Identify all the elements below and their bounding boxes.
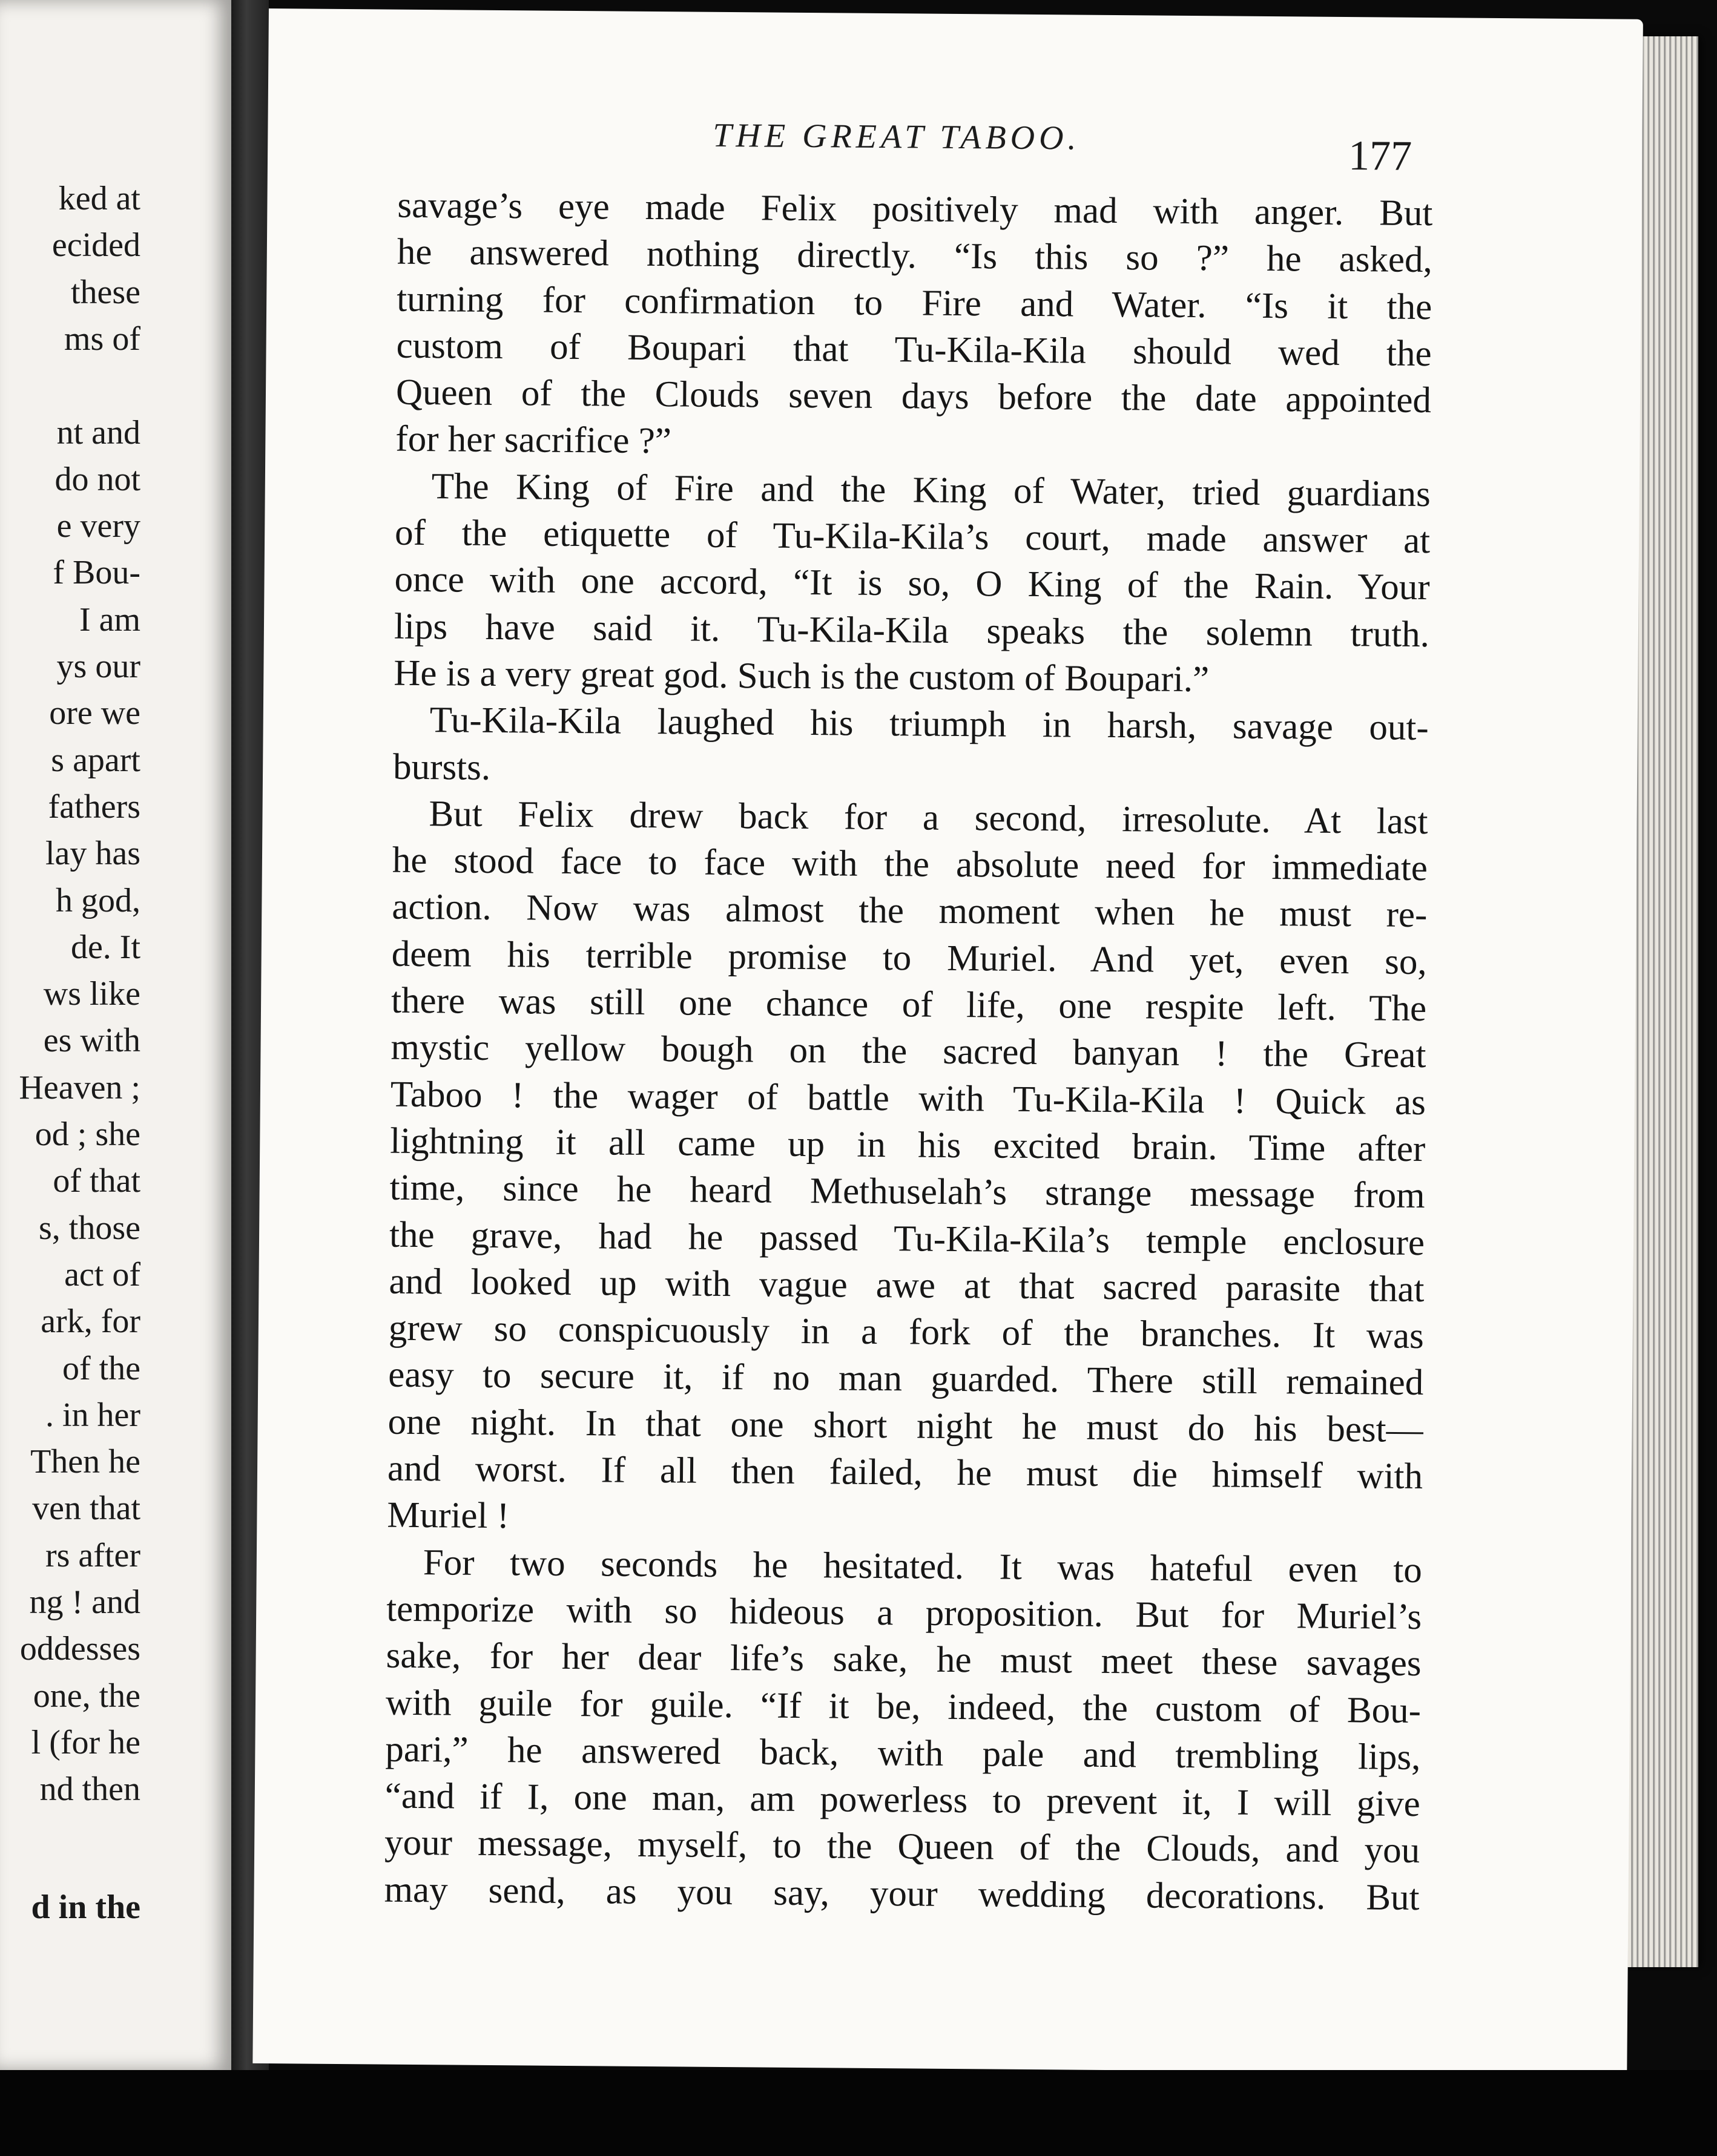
- facing-page-line: ys our: [56, 648, 140, 685]
- text-line: For two seconds he hesitated. It was hateful even to: [423, 1542, 1423, 1591]
- facing-page-line: ked at: [58, 180, 140, 217]
- facing-page-line: l (for he: [31, 1723, 140, 1761]
- text-line: savage’s eye made Felix positively mad with anger. But: [397, 185, 1433, 234]
- text-line: pari,” he answered back, with pale and trembling lips,: [385, 1729, 1421, 1778]
- facing-page-line: h god,: [56, 881, 140, 919]
- text-line: may send, as you say, your wedding decorations. But: [384, 1869, 1420, 1918]
- facing-page-line: ws like: [43, 975, 140, 1013]
- facing-page-line: od ; she: [35, 1116, 140, 1153]
- facing-page-line: . in her: [45, 1396, 140, 1434]
- facing-page-line: nt and: [56, 413, 140, 452]
- facing-page-line: fathers: [48, 787, 140, 826]
- facing-page-line: oddesses: [19, 1630, 140, 1668]
- text-line: lips have said it. Tu-Kila-Kila speaks the solemn truth.: [394, 606, 1430, 655]
- text-line: easy to secure it, if no man guarded. There still remained: [388, 1355, 1424, 1404]
- facing-page-line: of the: [62, 1349, 140, 1387]
- text-line: time, since he heard Methuselah’s strange message from: [389, 1167, 1425, 1217]
- page-header: [268, 105, 1643, 180]
- body-text: [384, 182, 1432, 1921]
- text-line: your message, myself, to the Queen of the Clouds, and you: [384, 1822, 1420, 1872]
- text-line: grew so conspicuously in a fork of the branches. It was: [388, 1307, 1425, 1357]
- text-line: lightning it all came up in his excited brain. Time after: [390, 1120, 1426, 1169]
- scan-background: [0, 2070, 1717, 2156]
- text-line: He is a very great god. Such is the custom of Boupari.”: [394, 652, 1210, 700]
- facing-page-line: d in the: [31, 1888, 140, 1926]
- text-line: custom of Boupari that Tu-Kila-Kila should wed the: [396, 325, 1432, 374]
- text-line: But Felix drew back for a second, irresolute. At last: [429, 793, 1428, 842]
- page-number: 177: [1348, 133, 1412, 180]
- text-line: mystic yellow bough on the sacred banyan ! the Great: [391, 1027, 1426, 1076]
- facing-page-line: f Bou-: [53, 554, 140, 592]
- facing-page-line: ven that: [32, 1490, 140, 1528]
- facing-page-line: ms of: [64, 320, 140, 358]
- text-line: with guile for guile. “If it be, indeed, the custom of Bou-: [385, 1682, 1422, 1731]
- text-line: he answered nothing directly. “Is this so ?” he asked,: [397, 231, 1433, 281]
- book-page: [252, 8, 1643, 2074]
- text-line: there was still one chance of life, one respite left. The: [391, 980, 1427, 1030]
- facing-page-line: e very: [56, 507, 140, 545]
- facing-page-line: Heaven ;: [19, 1068, 140, 1106]
- facing-page-line: ecided: [51, 226, 140, 265]
- facing-page-line: s, those: [39, 1209, 140, 1247]
- facing-page-line: ng ! and: [29, 1583, 140, 1621]
- text-line: and worst. If all then failed, he must die himself with: [387, 1448, 1423, 1497]
- text-line: once with one accord, “It is so, O King of the Rain. Your: [394, 559, 1430, 608]
- text-line: temporize with so hideous a proposition. But for Muriel’s: [386, 1588, 1422, 1637]
- text-line: Queen of the Clouds seven days before the date appointed: [395, 372, 1432, 421]
- facing-page-line: ore we: [49, 694, 140, 732]
- facing-page-line: do not: [54, 460, 140, 498]
- text-line: he stood face to face with the absolute need for immediate: [392, 840, 1428, 889]
- text-line: bursts.: [392, 746, 491, 788]
- running-head: THE GREAT TABOO.: [713, 116, 1081, 157]
- facing-page-line: these: [70, 273, 140, 311]
- text-line: for her sacrifice ?”: [395, 419, 672, 462]
- text-line: one night. In that one short night he must do his best—: [387, 1401, 1423, 1450]
- text-line: action. Now was almost the moment when he must re-: [392, 887, 1428, 936]
- text-line: deem his terrible promise to Muriel. And yet, even so,: [391, 933, 1427, 982]
- text-line: Tu-Kila-Kila laughed his triumph in harsh, savage out-: [429, 700, 1429, 749]
- facing-page-left: [0, 0, 231, 2070]
- text-line: Taboo ! the wager of battle with Tu-Kila-Kila ! Quick as: [390, 1074, 1426, 1123]
- facing-page-line: Then he: [30, 1443, 140, 1481]
- facing-page-line: I am: [79, 600, 140, 639]
- text-line: of the etiquette of Tu-Kila-Kila’s court, made answer at: [394, 512, 1431, 562]
- text-line: and looked up with vague awe at that sacred parasite that: [389, 1261, 1425, 1310]
- facing-page-line: one, the: [33, 1677, 140, 1715]
- facing-page-line: nd then: [39, 1770, 140, 1809]
- text-line: Muriel !: [387, 1494, 510, 1537]
- facing-page-line: of that: [53, 1162, 140, 1200]
- facing-page-line: lay has: [45, 835, 140, 873]
- text-line: turning for confirmation to Fire and Water. “Is it the: [396, 278, 1432, 327]
- facing-page-line: act of: [64, 1255, 140, 1293]
- facing-page-line: de. It: [70, 928, 140, 966]
- text-line: the grave, had he passed Tu-Kila-Kila’s temple enclosure: [389, 1214, 1425, 1263]
- text-line: “and if I, one man, am powerless to prevent it, I will give: [384, 1775, 1421, 1825]
- text-line: The King of Fire and the King of Water, tried guardians: [431, 465, 1431, 514]
- facing-page-line: es with: [43, 1022, 140, 1060]
- text-line: sake, for her dear life’s sake, he must meet these savages: [386, 1635, 1422, 1684]
- facing-page-line: rs after: [45, 1536, 140, 1574]
- facing-page-line: s apart: [51, 741, 140, 779]
- facing-page-line: ark, for: [41, 1303, 140, 1341]
